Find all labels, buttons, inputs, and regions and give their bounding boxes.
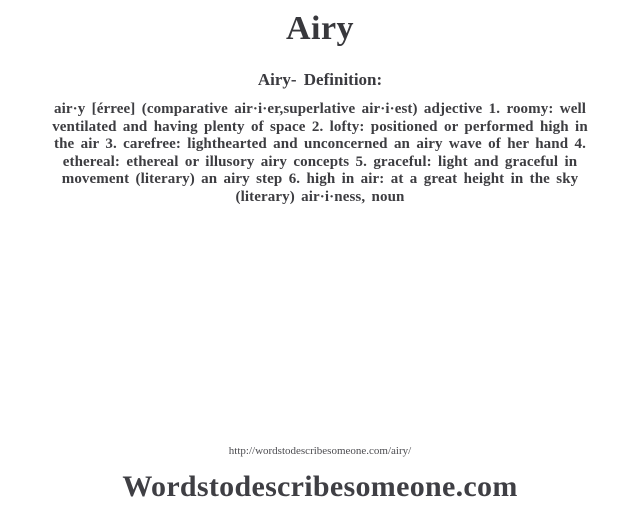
definition-line-4: ethereal: ethereal or illusory airy concepts 5. graceful: light and graceful in xyxy=(62,153,578,170)
source-url: http://wordstodescribesomeone.com/airy/ xyxy=(228,445,412,457)
site-name: Wordstodescribesomeone.com xyxy=(122,470,518,503)
definition-line-1: air·y [érree] (comparative air·i·er,superlative air·i·est) adjective 1. roomy: well xyxy=(53,101,587,117)
definition-line-3: the air 3. carefree: lighthearted and unconcerned an airy wave of her hand 4. xyxy=(54,136,586,152)
definition-body xyxy=(0,101,640,206)
definition-line-6: (literary) air·i·ness, noun xyxy=(235,188,405,205)
definition-line-5: movement (literary) an airy step 6. high in air: at a great height in the sky xyxy=(61,171,579,187)
definition-page xyxy=(0,8,640,506)
definition-heading: Airy- Definition: xyxy=(257,70,383,89)
page-title: Airy xyxy=(285,10,355,47)
definition-line-2: ventilated and having plenty of space 2. lofty: positioned or performed high in xyxy=(52,118,588,135)
